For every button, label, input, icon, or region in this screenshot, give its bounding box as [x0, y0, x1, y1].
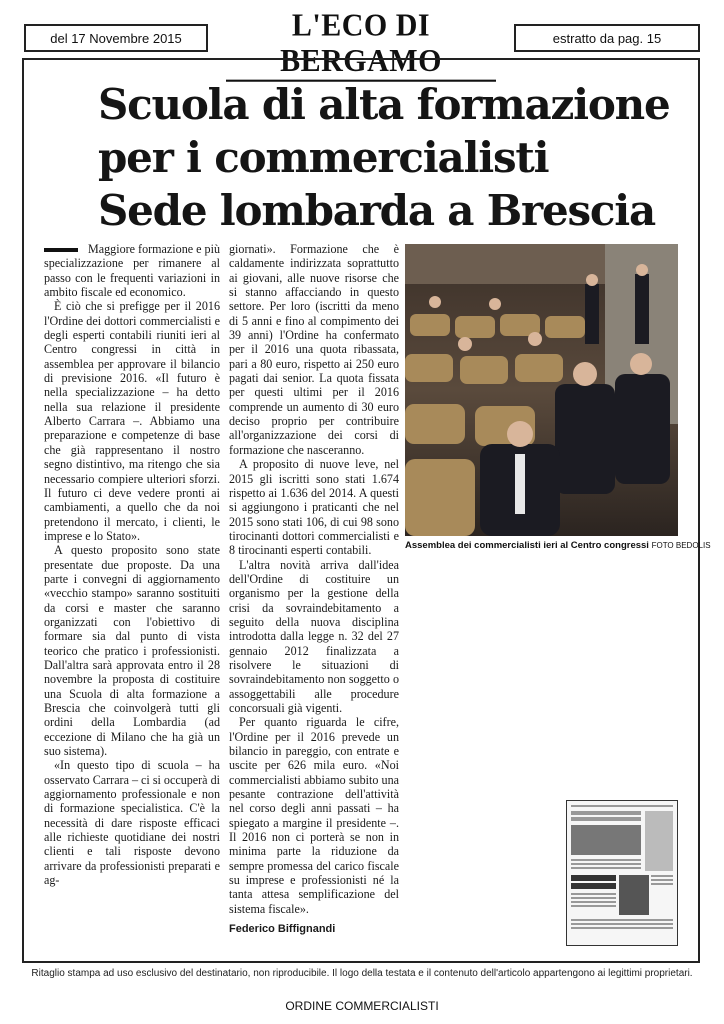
- photo-caption: Assemblea dei commercialisti ieri al Centro congressi FOTO BEDOLIS: [405, 540, 711, 551]
- newspaper-masthead: L'ECO DI BERGAMO: [226, 8, 496, 82]
- paragraph: Per quanto riguarda le cifre, l'Ordine per il 2016 prevede un bilancio in pareggio, con entrate e uscite per 626 mila euro. «Noi commercialisti abbiamo subito una pesante contrazione dell'attività nel corso degli anni passati – ha spiegato a margine il presidente –. Il 2016 non ci porterà se non in minima parte la riduzione da sempre promessa del carico fiscale su imprese e professionisti né la tanta attesa semplificazione del sistema fiscale».: [229, 715, 399, 916]
- paragraph: «In questo tipo di scuola – ha osservato Carrara – ci si occuperà di aggiornamento professionale e non di formazione specialistica. C'è la necessità di dare risposte efficaci alle richieste quotidiane dei nostri clienti e tali risposte devono arrivare da professionisti preparati e ag-: [44, 758, 220, 888]
- paragraph: L'altra novità arriva dall'idea dell'Ordine di costituire un organismo per la gestione della crisi da sovraindebitamento a seguito della nuova disciplina introdotta dalla legge n. 32 del 27 gennaio 2012 finalizzata a risolvere le situazioni di sovraindebitamento non soggetto o assoggettabili alle procedure concorsuali già vigenti.: [229, 557, 399, 715]
- article-column-1: [44, 242, 220, 887]
- assembly-photo: [405, 244, 678, 536]
- footer-organization: ORDINE COMMERCIALISTI: [285, 999, 439, 1013]
- article-date: del 17 Novembre 2015: [24, 24, 208, 52]
- headline-line-1: Scuola di alta formazione: [98, 80, 670, 129]
- footer-disclaimer: Ritaglio stampa ad uso esclusivo del destinatario, non riproducibile. Il logo della testata e il contenuto dell'articolo appartengono ai legittimi proprietari.: [31, 968, 693, 979]
- page-reference: estratto da pag. 15: [514, 24, 700, 52]
- paragraph: A proposito di nuove leve, nel 2015 gli iscritti sono stati 1.674 rispetto ai 1.636 del 2014. A questi si aggiungono i praticanti che nel 2015 sono stati 106, di cui 98 sono tirocinanti dottori commercialisti e 8 tirocinanti esperti contabili.: [229, 457, 399, 558]
- photo-credit: FOTO BEDOLIS: [651, 541, 711, 550]
- article-byline: Federico Biffignandi: [229, 923, 336, 936]
- headline-line-2: per i commercialisti: [98, 133, 549, 182]
- paragraph: giornati». Formazione che è caldamente indirizzata soprattutto ai giovani, alle nuove risorse che si stanno affacciando in questo settore. Per loro (iscritti da meno di 5 anni e fino al compimento dei 39 anni) l'Ordine ha confermato per il 2016 una quota ribassata, pari a 80 euro, rispetto ai 250 euro pagati dai senior. La quota fissata per questi ultimi per il 2016 comprende un aumento di 30 euro deciso proprio per contribuire all'organizzazione dei corsi di formazione che nasceranno.: [229, 242, 399, 457]
- headline-line-3: Sede lombarda a Brescia: [98, 186, 656, 235]
- paragraph: È ciò che si prefigge per il 2016 l'Ordine dei dottori commercialisti e degli esperti contabili riuniti ieri al Centro congressi in città in assemblea per approvare il bilancio di previsione 2016. «Il futuro è nella specializzazione – ha detto nella sua relazione il presidente Alberto Carrara –. Abbiamo una preparazione e competenze di base che già rappresentano il nostro segno distintivo, ma ritengo che sia necessario compiere ulteriori sforzi. Il futuro ci deve vedere pronti ai cambiamenti, a quello che da noi pretendono il mercato, i clienti, le imprese e lo Stato».: [44, 299, 220, 543]
- paragraph: A questo proposito sono state presentate due proposte. Da una parte i convegni di aggiornamento «vecchio stampo» saranno sostituiti da corsi e master che saranno organizzati con l'obiettivo di formare sia dal punto di vista teorico che pratico i professionisti. Dall'altra sarà approvata entro il 28 novembre la proposta di costituire una Scuola di alta formazione a Brescia che coinvolgerà tutti gli ordini della Lombardia (ad eccezione di Milano che ha già un suo sistema).: [44, 543, 220, 759]
- paragraph: Maggiore formazione e più specializzazione per rimanere al passo con le frequenti variazioni in ambito fiscale ed economico.: [44, 242, 220, 300]
- article-column-2: [229, 242, 399, 937]
- article-headline: [98, 78, 678, 237]
- page-thumbnail: [566, 800, 678, 946]
- lead-bar: [44, 248, 78, 252]
